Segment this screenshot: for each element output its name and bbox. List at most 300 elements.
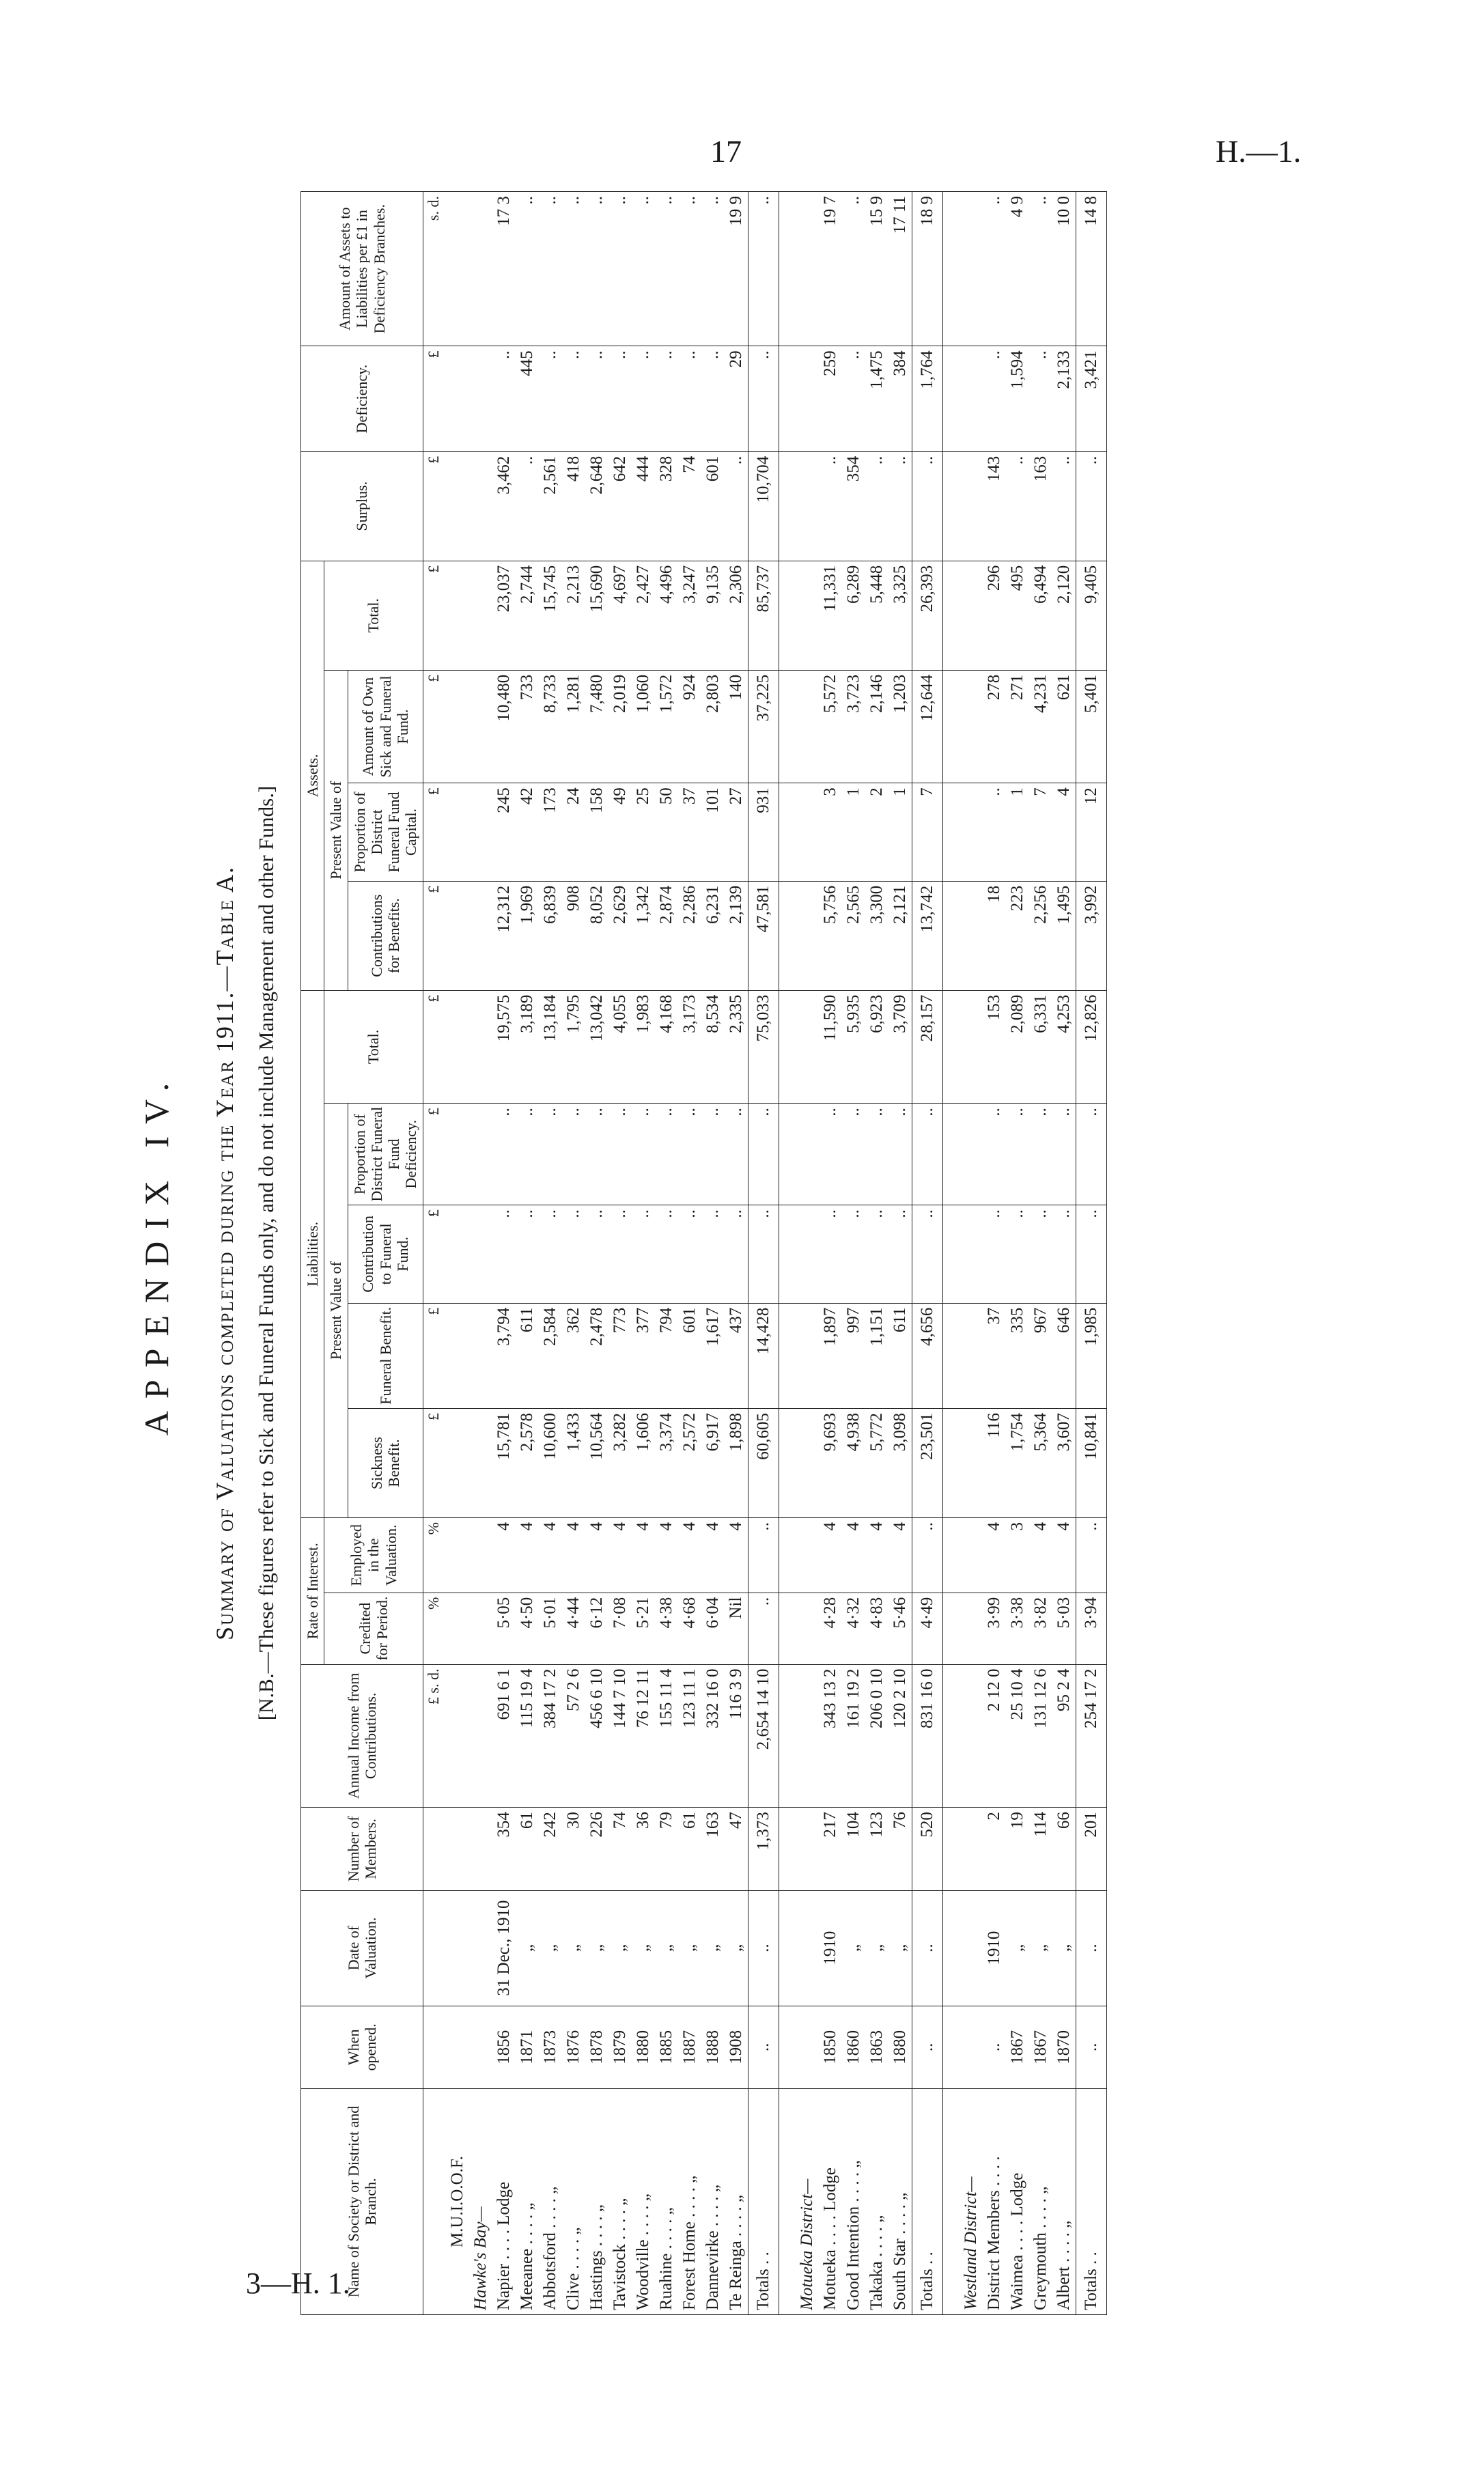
empty-cell	[796, 451, 819, 561]
unit-cell: %	[423, 1518, 444, 1593]
table-cell: „	[1029, 1890, 1052, 2006]
table-cell: 3,189	[516, 990, 539, 1104]
empty-cell	[960, 1593, 983, 1664]
table-cell: 2,089	[1006, 990, 1029, 1104]
table-cell: 377	[632, 1303, 655, 1408]
table-cell: ..	[1006, 1104, 1029, 1205]
table-cell: 4,938	[842, 1409, 865, 1518]
table-cell: 2,629	[608, 881, 632, 990]
table-cell: 4,496	[655, 561, 678, 670]
table-cell: „	[632, 1890, 655, 2006]
table-cell: 794	[655, 1303, 678, 1408]
table-cell: 1871	[516, 2006, 539, 2088]
table-cell: ..	[585, 1205, 608, 1303]
table-row	[655, 192, 678, 2315]
table-cell: 328	[655, 451, 678, 561]
empty-cell	[779, 346, 796, 451]
table-cell: 36	[632, 1808, 655, 1890]
table-cell: 61	[678, 1808, 701, 1890]
table-cell: 163	[1029, 451, 1052, 561]
empty-cell	[942, 783, 960, 881]
branch-name: Hastings . . . . „	[585, 2088, 608, 2314]
appendix-title: APPENDIX IV.	[137, 1070, 176, 1436]
table-cell: ..	[655, 1104, 678, 1205]
table-cell: 4·68	[678, 1593, 701, 1664]
table-cell: 95 2 4	[1052, 1664, 1076, 1808]
spacer-row	[779, 192, 796, 2315]
table-cell: 116	[983, 1409, 1006, 1518]
table-cell: 1,475	[865, 346, 888, 451]
empty-cell	[960, 1890, 983, 2006]
table-cell: 2,121	[888, 881, 912, 990]
table-cell: 1876	[562, 2006, 585, 2088]
totals-cell: 10,841	[1076, 1409, 1106, 1518]
table-cell: 1908	[725, 2006, 748, 2088]
table-cell: 343 13 2	[819, 1664, 842, 1808]
table-cell: 601	[701, 451, 725, 561]
table-cell: 4	[632, 1518, 655, 1593]
empty-cell	[469, 1104, 492, 1205]
table-cell: 1856	[492, 2006, 516, 2088]
empty-cell	[444, 670, 469, 783]
totals-cell: ..	[748, 1205, 779, 1303]
table-cell: 3,173	[678, 990, 701, 1104]
empty-cell	[960, 990, 983, 1104]
table-cell: 4	[1052, 1518, 1076, 1593]
empty-cell	[779, 1664, 796, 1808]
table-cell: ..	[678, 192, 701, 346]
totals-cell: 1,373	[748, 1808, 779, 1890]
table-cell: 12,312	[492, 881, 516, 990]
table-note: [N.B.—These figures refer to Sick and Funeral Funds only, and do not include Management and other Funds.]	[254, 785, 278, 1721]
table-cell: 37	[678, 783, 701, 881]
empty-cell	[469, 881, 492, 990]
table-cell: 4	[655, 1518, 678, 1593]
table-cell: 1910	[819, 1890, 842, 2006]
table-cell: 1,606	[632, 1409, 655, 1518]
table-cell: ..	[819, 1104, 842, 1205]
table-cell: 24	[562, 783, 585, 881]
table-cell: 161 19 2	[842, 1664, 865, 1808]
table-cell: 17 11	[888, 192, 912, 346]
table-cell: 6,331	[1029, 990, 1052, 1104]
empty-cell	[444, 1808, 469, 1890]
table-cell: ..	[632, 1104, 655, 1205]
table-cell: 3,794	[492, 1303, 516, 1408]
table-cell: ..	[725, 451, 748, 561]
empty-cell	[444, 192, 469, 346]
table-cell: 5·05	[492, 1593, 516, 1664]
table-cell: 384 17 2	[539, 1664, 562, 1808]
branch-name: Abbotsford . . . . „	[539, 2088, 562, 2314]
empty-cell	[960, 451, 983, 561]
table-cell: ..	[725, 1205, 748, 1303]
table-cell: 29	[725, 346, 748, 451]
table-cell: 5·46	[888, 1593, 912, 1664]
empty-cell	[779, 1593, 796, 1664]
table-cell: 2,478	[585, 1303, 608, 1408]
district-header-row	[796, 192, 819, 2315]
empty-cell	[444, 1205, 469, 1303]
unit-cell: £	[423, 990, 444, 1104]
table-cell: ..	[562, 192, 585, 346]
table-cell: 2,648	[585, 451, 608, 561]
table-cell: ..	[819, 451, 842, 561]
table-cell: 4·38	[655, 1593, 678, 1664]
table-cell: 4	[608, 1518, 632, 1593]
district-name: Westland District—	[960, 2088, 983, 2314]
table-cell: 2,335	[725, 990, 748, 1104]
empty-cell	[779, 1518, 796, 1593]
table-cell: 131 12 6	[1029, 1664, 1052, 1808]
table-cell: ..	[516, 1205, 539, 1303]
table-cell: ..	[608, 192, 632, 346]
empty-cell	[942, 2088, 960, 2314]
units-row	[423, 192, 444, 2315]
table-cell: 57 2 6	[562, 1664, 585, 1808]
table-cell: 25 10 4	[1006, 1664, 1029, 1808]
table-cell: ..	[701, 346, 725, 451]
table-cell: 3,462	[492, 451, 516, 561]
table-cell: 15,690	[585, 561, 608, 670]
col-header-members: Number of Members.	[301, 1808, 423, 1890]
empty-cell	[960, 670, 983, 783]
table-cell: 3,098	[888, 1409, 912, 1518]
table-subtitle: Summary of Valuations completed during the Year 1911.—Table A.	[211, 866, 238, 1640]
empty-cell	[469, 670, 492, 783]
unit-cell	[423, 2006, 444, 2088]
table-cell: ..	[632, 1205, 655, 1303]
table-cell: 242	[539, 1808, 562, 1890]
table-cell: 223	[1006, 881, 1029, 990]
empty-cell	[796, 881, 819, 990]
table-cell: 495	[1006, 561, 1029, 670]
table-cell: 10 0	[1052, 192, 1076, 346]
unit-cell: £	[423, 670, 444, 783]
table-cell: 1879	[608, 2006, 632, 2088]
valuation-table	[300, 191, 1107, 2315]
table-cell: 997	[842, 1303, 865, 1408]
table-cell: 1863	[865, 2006, 888, 2088]
col-header-when-opened: When opened.	[301, 2006, 423, 2088]
table-row	[701, 192, 725, 2315]
branch-name: Waimea . . . . Lodge	[1006, 2088, 1029, 2314]
empty-cell	[796, 1518, 819, 1593]
col-header-name: Name of Society or District and Branch.	[301, 2088, 423, 2314]
empty-cell	[444, 1518, 469, 1593]
empty-cell	[444, 1664, 469, 1808]
table-cell: „	[725, 1890, 748, 2006]
table-row	[492, 192, 516, 2315]
table-cell: 733	[516, 670, 539, 783]
empty-cell	[469, 1664, 492, 1808]
table-cell: 1,983	[632, 990, 655, 1104]
table-cell: ..	[701, 1104, 725, 1205]
totals-cell: 85,737	[748, 561, 779, 670]
branch-name: Ruahine . . . . „	[655, 2088, 678, 2314]
table-cell: 3,723	[842, 670, 865, 783]
unit-cell: s. d.	[423, 192, 444, 346]
col-header-contrib-benefits: Contributions for Benefits.	[348, 881, 423, 990]
table-cell: 206 0 10	[865, 1664, 888, 1808]
table-cell: 445	[516, 346, 539, 451]
col-header-credited: Credited for Period.	[324, 1593, 423, 1664]
branch-name: Forest Home . . . . „	[678, 2088, 701, 2314]
empty-cell	[942, 1664, 960, 1808]
empty-cell	[469, 1205, 492, 1303]
table-cell: 271	[1006, 670, 1029, 783]
table-cell: 9,135	[701, 561, 725, 670]
col-header-annual-income: Annual Income from Contributions.	[301, 1664, 423, 1808]
table-cell: 104	[842, 1808, 865, 1890]
table-cell: 1,203	[888, 670, 912, 783]
table-cell: 3·38	[1006, 1593, 1029, 1664]
table-cell: 3	[819, 783, 842, 881]
table-cell: 1,281	[562, 670, 585, 783]
col-header-assets: Assets.	[301, 561, 324, 990]
table-cell: „	[516, 1890, 539, 2006]
table-cell: ..	[888, 1104, 912, 1205]
totals-cell: ..	[912, 1205, 942, 1303]
empty-cell	[796, 1890, 819, 2006]
empty-cell	[469, 1593, 492, 1664]
table-cell: 217	[819, 1808, 842, 1890]
unit-cell: £	[423, 783, 444, 881]
unit-cell	[423, 1890, 444, 2006]
table-cell: 30	[562, 1808, 585, 1890]
totals-cell: 520	[912, 1808, 942, 1890]
empty-cell	[469, 1303, 492, 1408]
table-cell: 1,572	[655, 670, 678, 783]
table-cell: 15 9	[865, 192, 888, 346]
table-cell: 8,733	[539, 670, 562, 783]
col-header-employed: Employed in the Valuation.	[324, 1518, 423, 1593]
table-cell: 5,364	[1029, 1409, 1052, 1518]
col-header-sickness: Sickness Benefit.	[348, 1409, 423, 1518]
table-cell: ..	[585, 1104, 608, 1205]
table-cell: ..	[585, 346, 608, 451]
table-cell: 6,839	[539, 881, 562, 990]
totals-cell: ..	[1076, 1205, 1106, 1303]
table-cell: 621	[1052, 670, 1076, 783]
branch-name: Takaka . . . . „	[865, 2088, 888, 2314]
unit-cell: £	[423, 1205, 444, 1303]
table-cell: 1	[842, 783, 865, 881]
empty-cell	[469, 783, 492, 881]
unit-cell: £ s. d.	[423, 1664, 444, 1808]
unit-cell: £	[423, 1104, 444, 1205]
table-cell: 27	[725, 783, 748, 881]
table-cell: 10,480	[492, 670, 516, 783]
totals-cell: 28,157	[912, 990, 942, 1104]
table-cell: 42	[516, 783, 539, 881]
table-cell: 3,300	[865, 881, 888, 990]
table-cell: 74	[678, 451, 701, 561]
table-cell: ..	[1029, 1104, 1052, 1205]
table-cell: ..	[701, 192, 725, 346]
totals-label: Totals . .	[748, 2088, 779, 2314]
totals-label: Totals . .	[912, 2088, 942, 2314]
table-cell: 1867	[1006, 2006, 1029, 2088]
table-cell: 6,494	[1029, 561, 1052, 670]
totals-cell: ..	[912, 1104, 942, 1205]
rotated-table-block	[137, 191, 1352, 2315]
col-header-date-valuation: Date of Valuation.	[301, 1890, 423, 2006]
table-cell: 7	[1029, 783, 1052, 881]
table-cell: 4·32	[842, 1593, 865, 1664]
table-cell: ..	[983, 783, 1006, 881]
empty-cell	[796, 783, 819, 881]
table-cell: ..	[608, 1205, 632, 1303]
table-cell: 4	[492, 1518, 516, 1593]
table-cell: ..	[608, 1104, 632, 1205]
table-cell: 10,564	[585, 1409, 608, 1518]
table-cell: 1,898	[725, 1409, 748, 1518]
empty-cell	[942, 1808, 960, 1890]
table-cell: 15,745	[539, 561, 562, 670]
table-cell: 1860	[842, 2006, 865, 2088]
table-cell: 3,374	[655, 1409, 678, 1518]
table-cell: 114	[1029, 1808, 1052, 1890]
table-cell: 163	[701, 1808, 725, 1890]
table-cell: 144 7 10	[608, 1664, 632, 1808]
empty-cell	[779, 561, 796, 670]
table-cell: 13,042	[585, 990, 608, 1104]
table-cell: 2	[983, 1808, 1006, 1890]
totals-cell: 4·49	[912, 1593, 942, 1664]
empty-cell	[942, 561, 960, 670]
col-header-surplus: Surplus.	[301, 451, 423, 561]
empty-cell	[779, 990, 796, 1104]
empty-cell	[779, 1104, 796, 1205]
table-cell: 924	[678, 670, 701, 783]
col-header-amount-per-pound: Amount of Assets to Liabilities per £1 in Deficiency Branches.	[301, 192, 423, 346]
table-cell: 611	[516, 1303, 539, 1408]
table-cell: 444	[632, 451, 655, 561]
empty-cell	[960, 783, 983, 881]
society-row	[444, 192, 469, 2315]
totals-cell: 10,704	[748, 451, 779, 561]
empty-cell	[469, 2006, 492, 2088]
table-cell: 384	[888, 346, 912, 451]
empty-cell	[779, 2088, 796, 2314]
unit-cell: £	[423, 1409, 444, 1518]
empty-cell	[444, 783, 469, 881]
table-cell: 10,600	[539, 1409, 562, 1518]
table-cell: 3,325	[888, 561, 912, 670]
table-cell: ..	[1052, 1205, 1076, 1303]
table-cell: 2,578	[516, 1409, 539, 1518]
table-cell: 79	[655, 1808, 678, 1890]
empty-cell	[796, 346, 819, 451]
empty-cell	[469, 192, 492, 346]
table-row	[888, 192, 912, 2315]
unit-cell: %	[423, 1593, 444, 1664]
empty-cell	[469, 1890, 492, 2006]
table-cell: 1850	[819, 2006, 842, 2088]
table-cell: 6,917	[701, 1409, 725, 1518]
totals-cell: 14,428	[748, 1303, 779, 1408]
table-cell: 3·99	[983, 1593, 1006, 1664]
empty-cell	[942, 1409, 960, 1518]
col-header-prop-deficiency: Proportion of District Funeral Fund Deficiency.	[348, 1104, 423, 1205]
table-cell: 456 6 10	[585, 1664, 608, 1808]
table-cell: 1,795	[562, 990, 585, 1104]
empty-cell	[779, 1205, 796, 1303]
table-cell: 5·03	[1052, 1593, 1076, 1664]
table-cell: 1,433	[562, 1409, 585, 1518]
table-row	[983, 192, 1006, 2315]
table-cell: ..	[1029, 346, 1052, 451]
table-cell: 19,575	[492, 990, 516, 1104]
table-cell: 1888	[701, 2006, 725, 2088]
table-cell: 3,607	[1052, 1409, 1076, 1518]
table-cell: 601	[678, 1303, 701, 1408]
empty-cell	[942, 451, 960, 561]
empty-cell	[779, 192, 796, 346]
table-cell: 15,781	[492, 1409, 516, 1518]
empty-cell	[444, 990, 469, 1104]
district-header-row	[960, 192, 983, 2315]
table-cell: 967	[1029, 1303, 1052, 1408]
table-cell: 2,256	[1029, 881, 1052, 990]
empty-cell	[960, 192, 983, 346]
table-cell: 1,060	[632, 670, 655, 783]
table-cell: 1867	[1029, 2006, 1052, 2088]
district-header-row	[469, 192, 492, 2315]
totals-cell: 60,605	[748, 1409, 779, 1518]
empty-cell	[469, 1518, 492, 1593]
totals-cell: 931	[748, 783, 779, 881]
totals-cell: ..	[1076, 1890, 1106, 2006]
table-cell: ..	[983, 1205, 1006, 1303]
empty-cell	[444, 1890, 469, 2006]
table-cell: ..	[608, 346, 632, 451]
col-header-assets-present-value: Present Value of	[324, 670, 348, 990]
totals-cell: 75,033	[748, 990, 779, 1104]
col-header-own-funds: Amount of Own Sick and Funeral Fund.	[348, 670, 423, 783]
table-cell: 354	[492, 1808, 516, 1890]
empty-cell	[960, 1518, 983, 1593]
table-cell: 4	[865, 1518, 888, 1593]
table-cell: ..	[516, 451, 539, 561]
table-cell: 1880	[888, 2006, 912, 2088]
table-cell: 6,289	[842, 561, 865, 670]
totals-cell: ..	[912, 2006, 942, 2088]
totals-cell: ..	[748, 346, 779, 451]
table-cell: 278	[983, 670, 1006, 783]
branch-name: Te Reinga . . . . „	[725, 2088, 748, 2314]
empty-cell	[444, 1593, 469, 1664]
totals-row	[1076, 192, 1106, 2315]
totals-cell: 5,401	[1076, 670, 1106, 783]
table-cell: 1,897	[819, 1303, 842, 1408]
table-cell: „	[888, 1890, 912, 2006]
totals-cell: 12,644	[912, 670, 942, 783]
table-cell: 4	[842, 1518, 865, 1593]
table-row	[842, 192, 865, 2315]
empty-cell	[960, 1303, 983, 1408]
table-cell: ..	[983, 2006, 1006, 2088]
empty-cell	[779, 783, 796, 881]
table-cell: ..	[539, 192, 562, 346]
society-name: M.U.I.O.O.F.	[444, 2088, 469, 2314]
unit-cell: £	[423, 346, 444, 451]
table-cell: 1885	[655, 2006, 678, 2088]
col-header-prop-capital: Proportion of District Funeral Fund Capital.	[348, 783, 423, 881]
totals-cell: ..	[748, 1518, 779, 1593]
totals-cell: 7	[912, 783, 942, 881]
